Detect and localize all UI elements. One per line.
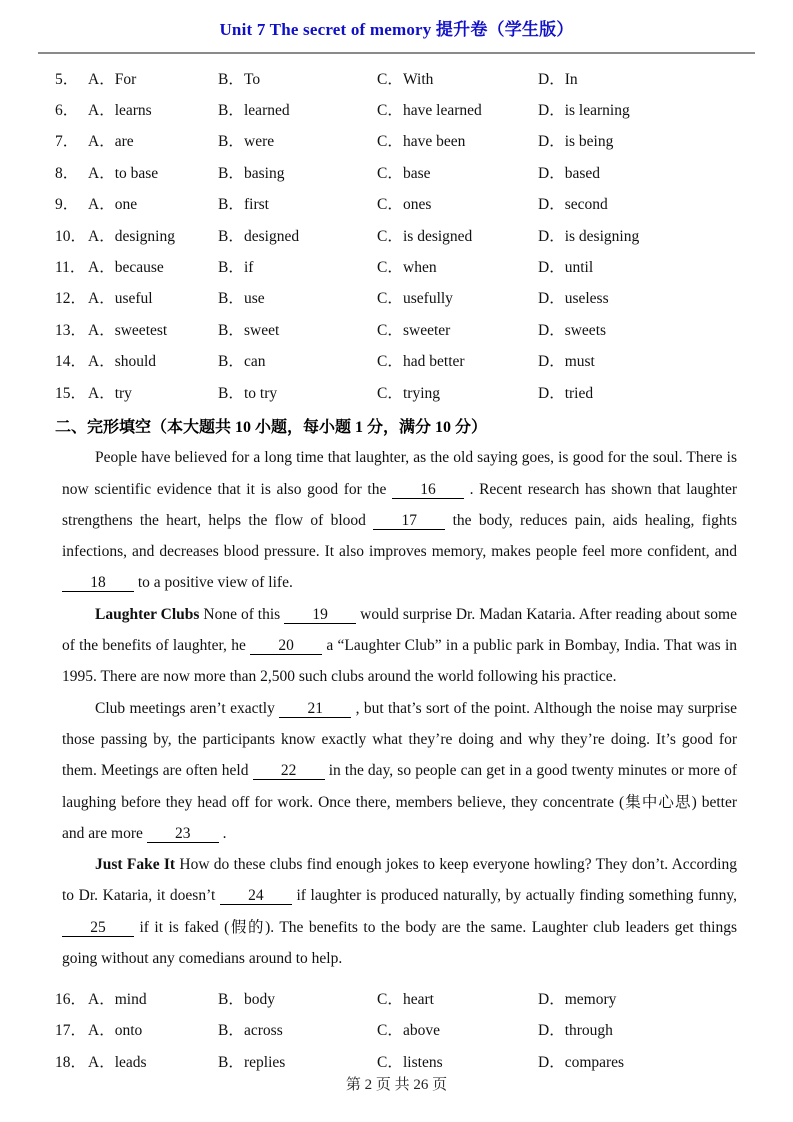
question-number: 5． bbox=[55, 70, 79, 88]
passage-text: People have believed for a long time that laughter, as the old saying goes, is good for the soul. There is now scientific evidence that it is also good for the bbox=[62, 449, 737, 498]
passage-text: would surprise Dr. Madan Kataria. After reading about some of the benefits of laughter, he bbox=[62, 605, 737, 655]
option-letter: C． bbox=[377, 259, 403, 277]
passage-text: How do these clubs find enough jokes to keep everyone howling? They don’t. According to Dr. Kataria, it doesn’t bbox=[62, 856, 737, 905]
option-b bbox=[218, 255, 377, 277]
paragraph-4 bbox=[62, 849, 737, 974]
option-c bbox=[377, 987, 538, 1009]
question-row bbox=[55, 93, 793, 124]
option-letter: D． bbox=[538, 991, 565, 1009]
option-text: second bbox=[564, 196, 608, 214]
passage-text: if it is faked (假的). The benefits to the body are the same. Laughter club leaders get things going without any comedians around to help. bbox=[62, 918, 737, 968]
option-d bbox=[538, 318, 793, 340]
option-c bbox=[377, 255, 538, 277]
option-text: should bbox=[114, 353, 157, 371]
option-letter: D． bbox=[538, 1053, 565, 1071]
option-text: until bbox=[564, 259, 594, 277]
option-text: were bbox=[244, 133, 275, 151]
option-letter: A． bbox=[88, 133, 115, 151]
cloze-blank-24: 24 bbox=[220, 888, 292, 905]
option-text: In bbox=[564, 70, 578, 88]
question-number: 9． bbox=[55, 196, 79, 214]
paragraph-1 bbox=[62, 442, 737, 598]
passage-text: . bbox=[218, 824, 227, 842]
option-text: mind bbox=[114, 991, 147, 1009]
option-letter: A． bbox=[88, 259, 115, 277]
page-title: Unit 7 The secret of memory 提升卷（学生版） bbox=[219, 20, 574, 39]
option-text: if bbox=[244, 259, 254, 277]
option-d bbox=[538, 192, 793, 214]
question-number: 10． bbox=[55, 227, 87, 245]
option-letter: C． bbox=[377, 353, 403, 371]
option-letter: C． bbox=[377, 133, 403, 151]
option-d bbox=[538, 1018, 793, 1040]
option-b bbox=[218, 381, 377, 403]
cloze-blank-16: 16 bbox=[392, 482, 464, 499]
question-row bbox=[55, 345, 793, 376]
option-text: had better bbox=[403, 353, 465, 371]
option-c bbox=[377, 318, 538, 340]
option-letter: A． bbox=[88, 102, 115, 120]
question-number: 17． bbox=[55, 1022, 87, 1040]
cloze-blank-21: 21 bbox=[279, 701, 351, 718]
option-text: memory bbox=[564, 991, 617, 1009]
cloze-blank-19: 19 bbox=[284, 607, 356, 624]
option-b bbox=[218, 286, 377, 308]
option-c bbox=[377, 67, 538, 89]
question-row bbox=[55, 282, 793, 313]
question-number: 16． bbox=[55, 991, 87, 1009]
option-text: when bbox=[403, 259, 437, 277]
option-letter: B． bbox=[218, 384, 244, 402]
option-b bbox=[218, 192, 377, 214]
cloze-blank-23: 23 bbox=[147, 826, 219, 843]
option-d bbox=[538, 381, 793, 403]
option-letter: D． bbox=[538, 321, 565, 339]
choice-questions-bottom bbox=[55, 982, 793, 1076]
option-text: sweetest bbox=[114, 321, 168, 339]
option-c bbox=[377, 286, 538, 308]
option-a bbox=[88, 1018, 218, 1040]
option-d bbox=[538, 1050, 793, 1072]
option-letter: C． bbox=[377, 227, 403, 245]
option-text: useful bbox=[114, 290, 153, 308]
page-footer bbox=[0, 1073, 793, 1094]
option-text: is designing bbox=[564, 227, 640, 245]
option-b bbox=[218, 161, 377, 183]
option-text: useless bbox=[564, 290, 609, 308]
option-text: first bbox=[244, 196, 269, 214]
option-letter: C． bbox=[377, 1022, 403, 1040]
option-letter: A． bbox=[88, 196, 115, 214]
question-number: 7． bbox=[55, 133, 79, 151]
option-text: have learned bbox=[403, 102, 482, 120]
option-text: trying bbox=[403, 384, 441, 402]
option-a bbox=[88, 224, 218, 246]
option-a bbox=[88, 1050, 218, 1072]
passage-text: , but that’s sort of the point. Although the noise may surprise those passing by, the participants know exactly what they’re doing and why they’re doing. It’s good for them. Meetings are often held bbox=[62, 699, 737, 780]
option-letter: D． bbox=[538, 259, 565, 277]
option-text: to try bbox=[244, 384, 278, 402]
option-letter: D． bbox=[538, 196, 565, 214]
passage-text: the body, reduces pain, aids healing, fights infections, and decreases blood pressure. It also improves memory, makes people feel more confident, and bbox=[62, 511, 737, 561]
header-divider bbox=[38, 52, 755, 54]
option-letter: A． bbox=[88, 290, 115, 308]
question-row bbox=[55, 156, 793, 187]
question-row bbox=[55, 313, 793, 344]
cloze-blank-22: 22 bbox=[253, 763, 325, 780]
option-text: basing bbox=[244, 164, 285, 182]
option-b bbox=[218, 318, 377, 340]
question-number: 15． bbox=[55, 384, 87, 402]
option-a bbox=[88, 381, 218, 403]
option-text: sweet bbox=[244, 321, 280, 339]
option-letter: D． bbox=[538, 70, 565, 88]
option-c bbox=[377, 381, 538, 403]
option-text: To bbox=[244, 70, 261, 88]
option-text: can bbox=[244, 353, 266, 371]
question-number: 12． bbox=[55, 290, 87, 308]
option-text: is designed bbox=[403, 227, 473, 245]
option-letter: A． bbox=[88, 991, 115, 1009]
option-letter: C． bbox=[377, 102, 403, 120]
question-row bbox=[55, 250, 793, 281]
question-row bbox=[55, 125, 793, 156]
option-letter: A． bbox=[88, 70, 115, 88]
option-text: because bbox=[114, 259, 164, 277]
option-letter: C． bbox=[377, 70, 403, 88]
question-number: 14． bbox=[55, 353, 87, 371]
option-a bbox=[88, 987, 218, 1009]
option-letter: B． bbox=[218, 290, 244, 308]
option-text: sweeter bbox=[403, 321, 451, 339]
passage-text: Club meetings aren’t exactly bbox=[95, 699, 280, 717]
option-d bbox=[538, 67, 793, 89]
option-text: have been bbox=[403, 133, 466, 151]
option-a bbox=[88, 67, 218, 89]
option-c bbox=[377, 1050, 538, 1072]
option-text: replies bbox=[244, 1053, 286, 1071]
option-text: to base bbox=[114, 164, 159, 182]
page-number: 第 2 页 共 26 页 bbox=[345, 1077, 448, 1093]
cloze-blank-25: 25 bbox=[62, 920, 134, 937]
option-c bbox=[377, 349, 538, 371]
option-a bbox=[88, 255, 218, 277]
question-number: 18． bbox=[55, 1053, 87, 1071]
option-b bbox=[218, 67, 377, 89]
option-text: listens bbox=[403, 1053, 443, 1071]
option-b bbox=[218, 349, 377, 371]
option-text: learns bbox=[114, 102, 152, 120]
paragraph-2 bbox=[62, 599, 737, 693]
question-number: 8． bbox=[55, 164, 79, 182]
option-letter: A． bbox=[88, 1053, 115, 1071]
option-text: one bbox=[114, 196, 138, 214]
option-letter: A． bbox=[88, 321, 115, 339]
option-d bbox=[538, 129, 793, 151]
option-letter: A． bbox=[88, 353, 115, 371]
option-letter: A． bbox=[88, 384, 115, 402]
option-text: onto bbox=[114, 1022, 143, 1040]
cloze-blank-17: 17 bbox=[373, 513, 445, 530]
passage-text: None of this bbox=[199, 605, 285, 623]
question-row bbox=[55, 982, 793, 1013]
option-letter: C． bbox=[377, 290, 403, 308]
option-letter: B． bbox=[218, 991, 244, 1009]
option-a bbox=[88, 98, 218, 120]
option-a bbox=[88, 161, 218, 183]
passage-text: if laughter is produced naturally, by actually finding something funny, bbox=[291, 887, 737, 905]
option-letter: D． bbox=[538, 102, 565, 120]
option-c bbox=[377, 224, 538, 246]
option-text: With bbox=[403, 70, 434, 88]
question-row bbox=[55, 376, 793, 407]
option-b bbox=[218, 987, 377, 1009]
option-d bbox=[538, 286, 793, 308]
option-text: is being bbox=[564, 133, 614, 151]
option-letter: B． bbox=[218, 102, 244, 120]
option-text: must bbox=[564, 353, 595, 371]
paragraph-lead-in: Just Fake It bbox=[95, 856, 176, 874]
option-c bbox=[377, 98, 538, 120]
question-row bbox=[55, 1045, 793, 1076]
option-letter: C． bbox=[377, 384, 403, 402]
option-letter: D． bbox=[538, 384, 565, 402]
option-c bbox=[377, 192, 538, 214]
option-letter: D． bbox=[538, 164, 565, 182]
option-b bbox=[218, 98, 377, 120]
option-letter: B． bbox=[218, 227, 244, 245]
option-text: sweets bbox=[564, 321, 607, 339]
option-letter: A． bbox=[88, 227, 115, 245]
option-a bbox=[88, 349, 218, 371]
option-letter: C． bbox=[377, 196, 403, 214]
passage-text: in the day, so people can get in a good twenty minutes or more of laughing before they head off for work. Once there, members believe, they concentrate (集中心思) better and are more bbox=[62, 762, 737, 842]
option-letter: B． bbox=[218, 259, 244, 277]
choice-questions-top bbox=[55, 62, 793, 407]
option-b bbox=[218, 1050, 377, 1072]
option-text: For bbox=[114, 70, 137, 88]
option-letter: B． bbox=[218, 133, 244, 151]
option-text: are bbox=[114, 133, 134, 151]
option-letter: C． bbox=[377, 1053, 403, 1071]
option-text: designed bbox=[244, 227, 300, 245]
option-letter: B． bbox=[218, 1022, 244, 1040]
option-b bbox=[218, 129, 377, 151]
option-letter: B． bbox=[218, 70, 244, 88]
option-text: is learning bbox=[564, 102, 630, 120]
option-text: ones bbox=[403, 196, 432, 214]
question-row bbox=[55, 1014, 793, 1045]
option-text: base bbox=[403, 164, 431, 182]
question-row bbox=[55, 62, 793, 93]
option-b bbox=[218, 224, 377, 246]
option-a bbox=[88, 129, 218, 151]
paragraph-lead-in: Laughter Clubs bbox=[95, 605, 200, 623]
option-letter: B． bbox=[218, 1053, 244, 1071]
option-text: body bbox=[244, 991, 275, 1009]
question-row bbox=[55, 188, 793, 219]
question-number: 6． bbox=[55, 102, 79, 120]
option-text: heart bbox=[403, 991, 434, 1009]
option-text: tried bbox=[564, 384, 594, 402]
option-text: usefully bbox=[403, 290, 453, 308]
cloze-section-title: 二、完形填空（本大题共 10 小题，每小题 1 分，满分 10 分） bbox=[55, 419, 488, 437]
option-c bbox=[377, 1018, 538, 1040]
option-letter: B． bbox=[218, 164, 244, 182]
option-letter: C． bbox=[377, 991, 403, 1009]
option-d bbox=[538, 98, 793, 120]
cloze-passage bbox=[62, 442, 737, 974]
option-letter: A． bbox=[88, 164, 115, 182]
option-c bbox=[377, 161, 538, 183]
option-a bbox=[88, 192, 218, 214]
passage-text: . Recent research has shown that laughter strengthens the heart, helps the flow of blood bbox=[62, 480, 737, 529]
option-d bbox=[538, 987, 793, 1009]
option-text: use bbox=[244, 290, 265, 308]
option-text: leads bbox=[114, 1053, 147, 1071]
option-d bbox=[538, 224, 793, 246]
option-letter: A． bbox=[88, 1022, 115, 1040]
option-c bbox=[377, 129, 538, 151]
option-a bbox=[88, 286, 218, 308]
option-d bbox=[538, 255, 793, 277]
option-text: compares bbox=[564, 1053, 625, 1071]
option-text: designing bbox=[114, 227, 175, 245]
page-header bbox=[0, 0, 793, 40]
passage-text: to a positive view of life. bbox=[134, 574, 293, 592]
option-text: above bbox=[403, 1022, 441, 1040]
option-letter: D． bbox=[538, 353, 565, 371]
option-text: learned bbox=[244, 102, 290, 120]
cloze-blank-20: 20 bbox=[250, 638, 322, 655]
option-text: across bbox=[244, 1022, 283, 1040]
cloze-blank-18: 18 bbox=[62, 575, 134, 592]
option-text: through bbox=[564, 1022, 613, 1040]
question-number: 11． bbox=[55, 259, 86, 277]
option-letter: C． bbox=[377, 164, 403, 182]
option-letter: B． bbox=[218, 196, 244, 214]
option-b bbox=[218, 1018, 377, 1040]
question-number: 13． bbox=[55, 321, 87, 339]
passage-text: a “Laughter Club” in a public park in Bombay, India. That was in 1995. There are now more than 2,500 such clubs around the world following his practice. bbox=[62, 637, 738, 686]
question-row bbox=[55, 219, 793, 250]
option-letter: B． bbox=[218, 321, 244, 339]
paragraph-3 bbox=[62, 693, 737, 849]
option-letter: C． bbox=[377, 321, 403, 339]
option-letter: D． bbox=[538, 290, 565, 308]
option-letter: B． bbox=[218, 353, 244, 371]
option-text: try bbox=[114, 384, 132, 402]
option-d bbox=[538, 161, 793, 183]
option-d bbox=[538, 349, 793, 371]
option-text: based bbox=[564, 164, 600, 182]
option-letter: D． bbox=[538, 227, 565, 245]
option-letter: D． bbox=[538, 1022, 565, 1040]
option-letter: D． bbox=[538, 133, 565, 151]
option-a bbox=[88, 318, 218, 340]
